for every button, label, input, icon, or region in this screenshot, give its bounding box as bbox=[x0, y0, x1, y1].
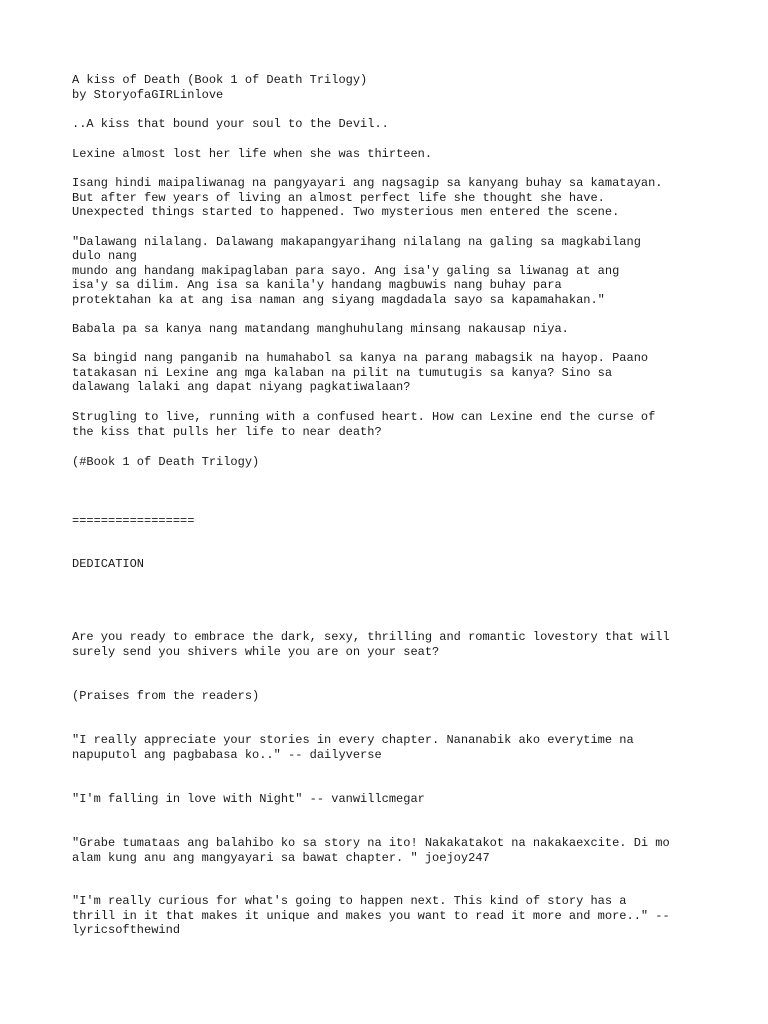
title-line: A kiss of Death (Book 1 of Death Trilogy) bbox=[72, 73, 368, 87]
praise-line: "I'm really curious for what's going to happen next. This kind of story has a bbox=[72, 894, 627, 908]
praise-line: lyricsofthewind bbox=[72, 923, 181, 937]
praise-line: alam kung anu ang mangyayari sa bawat chapter. " joejoy247 bbox=[72, 850, 490, 865]
para1-line: But after few years of living an almost perfect life she thought she have. bbox=[72, 190, 605, 205]
praises-heading: (Praises from the readers) bbox=[72, 689, 260, 703]
question-line: surely send you shivers while you are on your seat? bbox=[72, 644, 440, 659]
para1-line: Unexpected things started to happened. Two mysterious men entered the scene. bbox=[72, 205, 620, 219]
praise-line: "I'm falling in love with Night" -- vanwillcmegar bbox=[72, 792, 425, 806]
praise-line: "I really appreciate your stories in every chapter. Nananabik ako everytime na bbox=[72, 733, 634, 747]
para2-line: dulo nang bbox=[72, 249, 137, 263]
para5-line: Strugling to live, running with a confused heart. How can Lexine end the curse of bbox=[72, 410, 656, 424]
para2-line: isa'y sa dilim. Ang isa sa kanila'y handang magbuwis nang buhay para bbox=[72, 278, 562, 292]
para2-line: "Dalawang nilalang. Dalawang makapangyarihang nilalang na galing sa magkabilang bbox=[72, 234, 641, 249]
para2-line: protektahan ka at ang isa naman ang siyang magdadala sayo sa kapamahakan." bbox=[72, 292, 605, 307]
praise-line: "Grabe tumataas ang balahibo ko sa story na ito! Nakakatakot na nakakaexcite. Di mo bbox=[72, 836, 670, 850]
para5-line: the kiss that pulls her life to near death? bbox=[72, 424, 382, 439]
tagline: ..A kiss that bound your soul to the Devil.. bbox=[72, 117, 389, 131]
para4-line: dalawang lalaki ang dapat niyang pagkatiwalaan? bbox=[72, 380, 411, 394]
para4-line: Sa bingid nang panganib na humahabol sa kanya na parang mabagsik na hayop. Paano bbox=[72, 351, 649, 365]
praise-line: thrill in it that makes it unique and makes you want to read it more and more.." -- bbox=[72, 908, 670, 923]
question-line: Are you ready to embrace the dark, sexy, thrilling and romantic lovestory that will bbox=[72, 630, 670, 644]
separator: ================= bbox=[72, 514, 195, 528]
para2-line: mundo ang handang makipaglaban para sayo. Ang isa'y galing sa liwanag at ang bbox=[72, 263, 620, 278]
intro-line: Lexine almost lost her life when she was thirteen. bbox=[72, 147, 433, 161]
book-note: (#Book 1 of Death Trilogy) bbox=[72, 455, 260, 469]
dedication-heading: DEDICATION bbox=[72, 557, 145, 571]
para3-line: Babala pa sa kanya nang matandang manghuhulang minsang nakausap niya. bbox=[72, 322, 569, 336]
para1-line: Isang hindi maipaliwanag na pangyayari ang nagsagip sa kanyang buhay sa kamatayan. bbox=[72, 176, 663, 190]
para4-line: tatakasan ni Lexine ang mga kalaban na pilit na tumutugis sa kanya? Sino sa bbox=[72, 365, 613, 380]
praise-line: napuputol ang pagbabasa ko.." -- dailyverse bbox=[72, 747, 382, 762]
author-line: by StoryofaGIRLinlove bbox=[72, 87, 224, 102]
